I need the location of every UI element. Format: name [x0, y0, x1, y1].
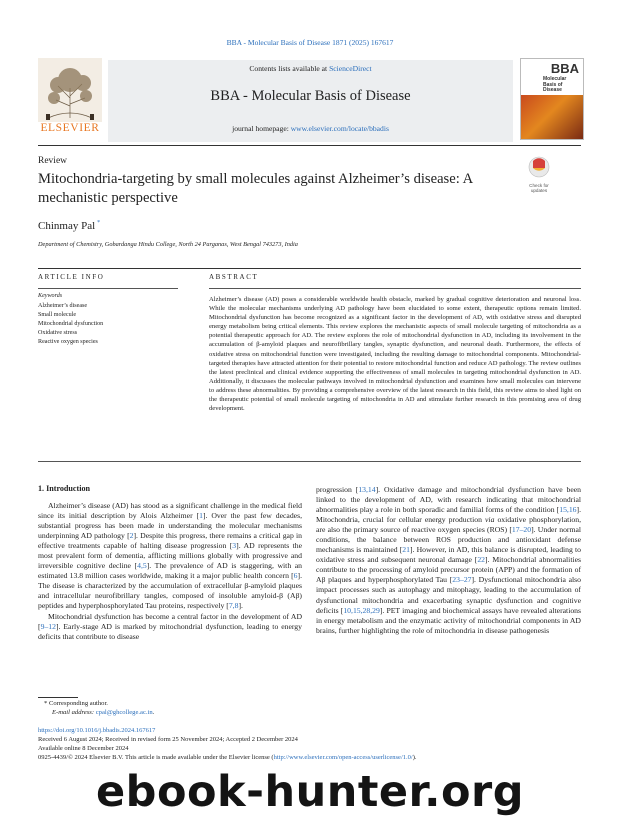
check-badge-line2: updates: [530, 188, 548, 193]
author-line: [38, 220, 100, 232]
author-name: Chinmay Pal: [38, 220, 96, 232]
abstract-rule: [209, 288, 581, 289]
license-prefix: 0925-4439/© 2024 Elsevier B.V. This article is made available under the Elsevier license (: [38, 754, 274, 761]
author-email-link[interactable]: cpal@ghcollege.ac.in: [95, 709, 153, 716]
license-line: [38, 754, 583, 763]
email-label: E-mail address:: [52, 709, 96, 716]
homepage-link[interactable]: www.elsevier.com/locate/bbadis: [290, 124, 389, 133]
license-link[interactable]: http://www.elsevier.com/open-access/userlicense/1.0/: [273, 754, 413, 761]
author-affiliation: Department of Chemistry, Gobardanga Hindu College, North 24 Parganas, West Bengal 743273, India: [38, 241, 298, 248]
doi-link[interactable]: https://doi.org/10.1016/j.bbadis.2024.167617: [38, 727, 156, 734]
keywords-label: Keywords: [38, 293, 63, 299]
article-type: Review: [38, 156, 68, 166]
article-info-rule: [38, 288, 178, 289]
abstract-text: Alzheimer’s disease (AD) poses a considerable worldwide health obstacle, marked by gradual cognitive deterioration and neuronal loss. While the molecular mechanisms underlying AD pathology have been elucidated to some extent, therapeutic options remain limited. Mitochondrial dysfunction has become recognized as a significant factor in the development of AD, with oxidative stress and disrupted energy metabolism being critical elements. This review explores the mechanistic aspects of small molecule targeting of mitochondria as a potential therapeutic approach for AD. The review explores the role of mitochondrial dysfunction in AD, including its involvement in the accumulation of β-amyloid plaques and neurofibrillary tangles, synaptic dysfunction, and neuronal death. Furthermore, the effects of oxidative stress on mitochondrial function were investigated, including the resulting damage to mitochondrial components. Mitochondrial-targeted therapies have attracted attention for their potential to restore mitochondrial function and reduce AD pathology. The review outlines the latest preclinical and clinical evidence supporting the effectiveness of small molecules in targeting mitochondrial dysfunction in AD. Additionally, it discusses the molecular pathways involved in mitochondrial dysfunction and examines how small molecules can intervene to address these abnormalities. By providing a comprehensive overview of the latest research in this field, this review aims to shed light on the therapeutic potential of small molecule targeting of mitochondria in AD and stimulate further research in this promising area of drug development.: [209, 296, 581, 413]
corresponding-author-note: [44, 699, 108, 708]
available-online: Available online 8 December 2024: [38, 745, 129, 752]
journal-citation: BBA - Molecular Basis of Disease 1871 (2025) 167617: [226, 38, 394, 47]
check-badge-line1: Check for: [529, 183, 549, 188]
cover-subtitle: Molecular Basis of Disease: [543, 76, 567, 93]
received-dates: Received 6 August 2024; Received in revised form 25 November 2024; Accepted 2 December 2024: [38, 736, 298, 743]
author-corresponding-mark[interactable]: *: [97, 220, 101, 227]
keyword-item: Mitochondrial dysfunction: [38, 321, 104, 327]
email-tail: .: [152, 709, 155, 716]
introduction-left-column: Alzheimer’s disease (AD) has stood as a significant challenge in the medical field since its initial description by Alois Alzheimer [1]. Over the past few decades, substantial progress has been made in understanding the molecular mechanisms underpinning AD pathology [2]. Despite this progress, there remains a critical gap in effective treatments capable of halting disease progression [3]. AD represents the most prevalent form of dementia, afflicting millions globally with progressive and irreversible cognitive decline [4,5]. The prevalence of AD is staggering, with an estimated 13.8 million cases worldwide, making it a major public health concern [6]. The disease is characterized by the accumulation of extracellular β-amyloid plaques and intracellular neurofibrillary tangles, composed of insoluble amyloid-β (Aβ) peptides and hyperphosphorylated Tau proteins, respectively [7,8]. Mitochondrial dysfunction has become a central factor in the development of AD [9–12]. Early-stage AD is marked by mitochondrial dysfunction, leading to energy deficits that contribute to disease: [38, 501, 302, 641]
affiliation-rule: [38, 268, 581, 269]
journal-title: BBA - Molecular Basis of Disease: [210, 88, 411, 104]
article-info-heading: ARTICLE INFO: [38, 273, 105, 281]
journal-cover: [520, 58, 584, 140]
cover-acronym: BBA: [550, 61, 579, 76]
keyword-item: Alzheimer’s disease: [38, 303, 88, 309]
introduction-heading: 1. Introduction: [38, 484, 91, 493]
check-for-updates-badge[interactable]: [524, 156, 554, 192]
contents-prefix: Contents lists available at: [249, 64, 330, 73]
header-rule: [38, 145, 581, 146]
email-note: [52, 708, 154, 717]
keyword-item: Small molecule: [38, 312, 77, 318]
elsevier-wordmark: ELSEVIER: [40, 122, 100, 134]
contents-available: [108, 64, 513, 73]
keyword-item: Oxidative stress: [38, 330, 78, 336]
homepage-prefix: journal homepage:: [232, 124, 291, 133]
article-title: Mitochondria-targeting by small molecules against Alzheimer’s disease: A mechanistic perspective: [38, 171, 473, 206]
abstract-bottom-rule: [38, 461, 581, 462]
corresponding-mark: *: [44, 700, 48, 707]
abstract-heading: ABSTRACT: [209, 273, 259, 281]
cover-artwork: [521, 95, 583, 139]
corresponding-label: Corresponding author.: [48, 700, 108, 707]
elsevier-tree-logo: [38, 58, 102, 136]
keyword-item: Reactive oxygen species: [38, 339, 98, 345]
journal-homepage: [108, 124, 513, 133]
introduction-right-column: progression [13,14]. Oxidative damage and mitochondrial dysfunction have been linked to the development of AD, with research indicating that mitochondrial abnormalities play a role in both sporadic and familial forms of the condition [15,16]. Mitochondria, crucial for cellular energy production via oxidative phosphorylation, are also the primary source of reactive oxygen species (ROS) [17–20]. Under normal conditions, the balance between ROS production and antioxidant defense mechanisms is maintained [21]. However, in AD, this balance is disrupted, leading to oxidative stress and subsequent neuronal damage [22]. Mitochondrial abnormalities contribute to the processing of amyloid precursor protein (APP) and the formation of Aβ plaques and hyperphosphorylated Tau [23–27]. Dysfunctional mitochondria also impact processes such as autophagy and mitophagy, leading to the accumulation of dysfunctional mitochondria and exacerbating synaptic dysfunction and cognitive deficits [10,15,28,29]. PET imaging and biochemical assays have revealed alterations in energy metabolism and the enzymatic activity of mitochondrial components in AD brains, further highlighting the role of mitochondria in disease pathogenesis: [316, 485, 582, 635]
footnote-rule: [38, 697, 78, 698]
keywords-list: [38, 302, 103, 347]
license-suffix: ).: [412, 754, 417, 761]
watermark-text: ebook-hunter.org: [96, 767, 524, 817]
sciencedirect-link[interactable]: ScienceDirect: [329, 64, 372, 73]
